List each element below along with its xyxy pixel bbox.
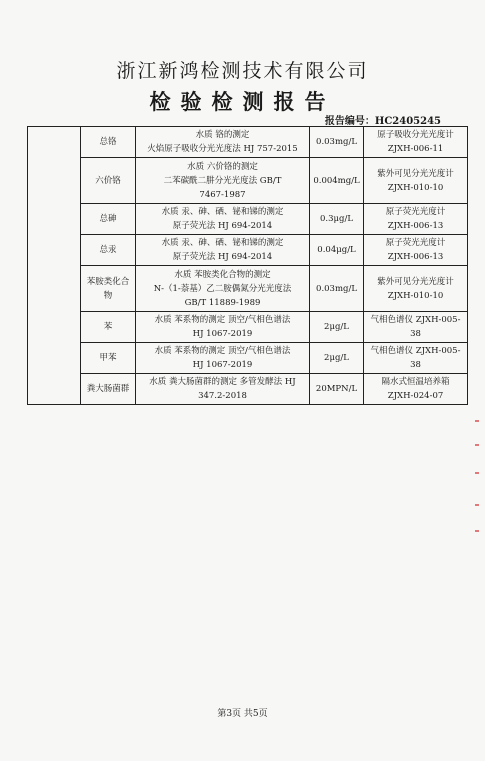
item-cell: 苯 (81, 312, 136, 343)
item-cell: 六价铬 (81, 158, 136, 204)
detection-limit-cell: 2μg/L (310, 312, 364, 343)
method-line: 7467-1987 (199, 189, 246, 200)
table-row (28, 158, 468, 204)
method-line: 二苯碳酰二肼分光光度法 GB/T (163, 175, 282, 186)
method-line: 水质 苯系物的测定 顶空/气相色谱法 (154, 346, 291, 356)
method-line: HJ 1067-2019 (192, 360, 253, 370)
item-cell: 苯胺类化合物 (81, 266, 136, 312)
instrument-line: ZJXH-006-11 (387, 144, 444, 154)
report-title: 检验检测报告 (149, 89, 336, 114)
method-cell (136, 204, 310, 235)
method-line: 原子荧光法 HJ 694-2014 (172, 221, 273, 231)
instrument-line: 紫外可见分光光度计 (377, 168, 454, 179)
method-line: 水质 铬的测定 (195, 130, 250, 140)
detection-limit-cell: 0.03mg/L (310, 266, 364, 312)
table-row (28, 343, 468, 374)
table-row (28, 374, 468, 405)
instrument-line: ZJXH-024-07 (387, 391, 444, 401)
instrument-line: 气相色谱仪 ZJXH-005-38 (370, 315, 461, 339)
table-row (28, 312, 468, 343)
instrument-line: 气相色谱仪 ZJXH-005-38 (370, 346, 461, 370)
instrument-line: 原子吸收分光光度计 (377, 130, 454, 140)
edge-stamp-marks (473, 420, 479, 540)
instrument-line: 紫外可见分光光度计 (377, 276, 454, 287)
method-cell (136, 158, 310, 204)
instrument-cell (364, 204, 468, 235)
detection-limit-cell: 0.04μg/L (310, 235, 364, 266)
method-line: 水质 粪大肠菌群的测定 多管发酵法 HJ (149, 377, 296, 387)
detection-limit-cell: 2μg/L (310, 343, 364, 374)
instrument-line: ZJXH-006-13 (387, 221, 444, 231)
method-line: 水质 苯胺类化合物的测定 (174, 269, 271, 280)
table-row (28, 127, 468, 158)
method-cell (136, 343, 310, 374)
instrument-line: ZJXH-010-10 (387, 290, 444, 301)
page-number: 第3页 共5页 (217, 709, 268, 719)
method-line: 水质 苯系物的测定 顶空/气相色谱法 (154, 315, 291, 325)
instrument-line: ZJXH-010-10 (387, 182, 444, 193)
table-row (28, 204, 468, 235)
instrument-line: 原子荧光光度计 (385, 207, 446, 217)
method-line: GB/T 11889-1989 (184, 297, 261, 308)
instrument-cell (364, 235, 468, 266)
item-cell: 总铬 (81, 127, 136, 158)
method-cell (136, 235, 310, 266)
blank-margin-cell (28, 127, 81, 405)
item-cell: 总砷 (81, 204, 136, 235)
method-cell (136, 312, 310, 343)
detection-limit-cell: 0.3μg/L (310, 204, 364, 235)
report-number: 报告编号：HC2405245 (324, 116, 441, 127)
instrument-line: ZJXH-006-13 (387, 252, 444, 262)
instrument-line: 原子荧光光度计 (385, 238, 446, 248)
instrument-cell (364, 158, 468, 204)
method-cell (136, 127, 310, 158)
instrument-cell (364, 266, 468, 312)
item-cell: 粪大肠菌群 (81, 374, 136, 405)
method-line: 水质 汞、砷、硒、铋和锑的测定 (161, 207, 284, 217)
item-cell: 甲苯 (81, 343, 136, 374)
instrument-line: 隔水式恒温培养箱 (381, 377, 450, 387)
method-cell (136, 374, 310, 405)
table-row (28, 235, 468, 266)
method-line: N-（1-萘基）乙二胺偶氮分光光度法 (153, 283, 292, 294)
detection-limit-cell: 0.03mg/L (310, 127, 364, 158)
company-name: 浙江新鸿检测技术有限公司 (116, 60, 369, 82)
method-line: 原子荧光法 HJ 694-2014 (172, 252, 273, 262)
test-methods-table (27, 126, 468, 405)
instrument-cell (364, 374, 468, 405)
detection-limit-cell: 0.004mg/L (310, 158, 364, 204)
instrument-cell (364, 343, 468, 374)
method-line: 347.2-2018 (198, 391, 247, 401)
item-cell: 总汞 (81, 235, 136, 266)
table-row (28, 266, 468, 312)
method-line: 水质 汞、砷、硒、铋和锑的测定 (161, 238, 284, 248)
detection-limit-cell: 20MPN/L (310, 374, 364, 405)
instrument-cell (364, 127, 468, 158)
instrument-cell (364, 312, 468, 343)
method-line: HJ 1067-2019 (192, 329, 253, 339)
method-line: 火焰原子吸收分光光度法 HJ 757-2015 (147, 144, 298, 154)
method-line: 水质 六价铬的测定 (187, 161, 258, 172)
method-cell (136, 266, 310, 312)
